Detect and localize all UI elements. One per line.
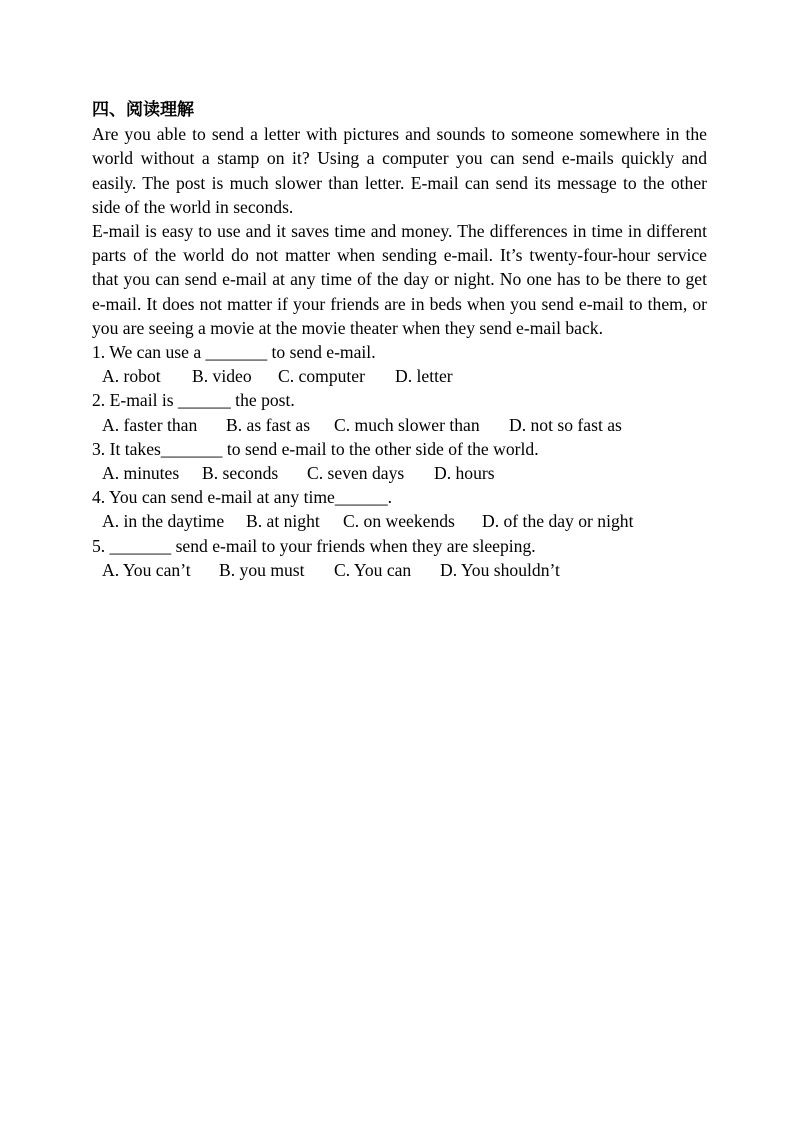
question-5 [92, 534, 707, 582]
option-d: D. of the day or night [482, 511, 634, 532]
question-3 [92, 437, 707, 485]
question-options [92, 509, 707, 533]
option-a: A. robot [102, 366, 161, 387]
option-c: C. much slower than [334, 414, 480, 435]
option-b: B. as fast as [226, 414, 311, 435]
option-c: C. You can [334, 559, 412, 580]
option-b: B. video [192, 366, 252, 387]
question-2 [92, 388, 707, 436]
option-c: C. computer [278, 366, 365, 387]
document-page [92, 98, 707, 582]
question-4 [92, 485, 707, 533]
section-title: 四、阅读理解 [92, 100, 194, 120]
question-options [92, 558, 707, 582]
question-options [92, 413, 707, 437]
option-a: A. minutes [102, 463, 180, 484]
question-options [92, 364, 707, 388]
question-stem: 1. We can use a _______ to send e-mail. [92, 342, 376, 363]
option-c: C. seven days [307, 463, 405, 484]
passage-paragraph-1: Are you able to send a letter with pictures and sounds to someone somewhere in the world without a stamp on it? Using a computer you can send e-mails quickly and easily. The post is much slower than letter. E-mail can send its message to the other side of the world in seconds. [92, 124, 707, 217]
question-stem: 3. It takes_______ to send e-mail to the other side of the world. [92, 438, 539, 459]
option-b: B. at night [246, 511, 320, 532]
option-a: A. faster than [102, 414, 198, 435]
option-d: D. not so fast as [509, 414, 622, 435]
option-c: C. on weekends [343, 511, 455, 532]
option-d: D. You shouldn’t [440, 559, 560, 580]
question-stem: 5. _______ send e-mail to your friends when they are sleeping. [92, 535, 536, 556]
option-b: B. seconds [202, 463, 279, 484]
question-stem: 2. E-mail is ______ the post. [92, 390, 295, 411]
option-d: D. letter [395, 366, 453, 387]
option-a: A. in the daytime [102, 511, 225, 532]
option-a: A. You can’t [102, 559, 191, 580]
passage-paragraph-2: E-mail is easy to use and it saves time and money. The differences in time in different parts of the world do not matter when sending e-mail. It’s twenty-four-hour service that you can send e-mail at any time of the day or night. No one has to be there to get e-mail. It does not matter if your friends are in beds when you send e-mail to them, or you are seeing a movie at the movie theater when they send e-mail back. [92, 221, 707, 338]
question-options [92, 461, 707, 485]
option-d: D. hours [434, 463, 495, 484]
question-stem: 4. You can send e-mail at any time______. [92, 487, 393, 508]
question-1 [92, 340, 707, 388]
option-b: B. you must [219, 559, 305, 580]
